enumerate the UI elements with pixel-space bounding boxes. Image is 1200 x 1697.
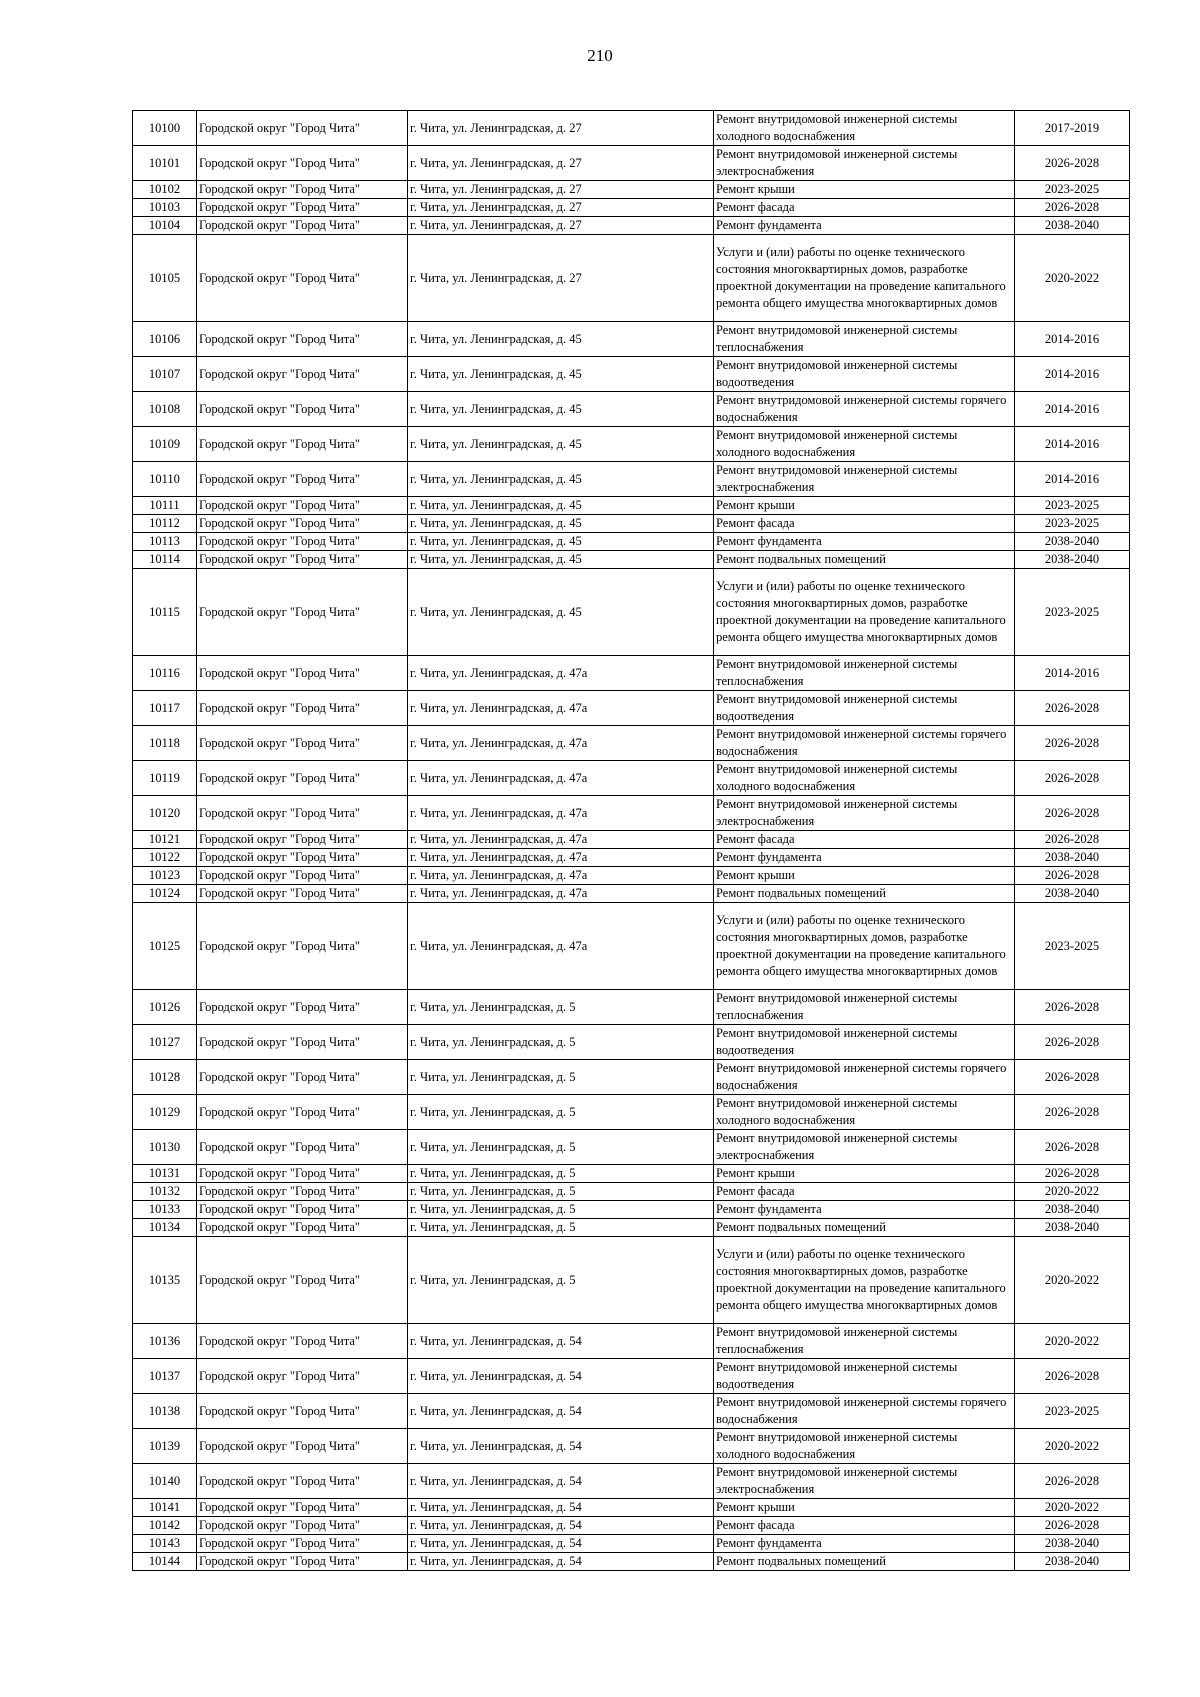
address-cell: г. Чита, ул. Ленинградская, д. 47а [408, 849, 714, 867]
row-number-cell: 10120 [133, 796, 197, 831]
address-cell: г. Чита, ул. Ленинградская, д. 27 [408, 199, 714, 217]
period-cell: 2026-2028 [1015, 761, 1130, 796]
period-cell: 2023-2025 [1015, 1394, 1130, 1429]
municipality-cell: Городской округ "Город Чита" [197, 199, 408, 217]
period-cell: 2023-2025 [1015, 903, 1130, 990]
table-row [133, 761, 1130, 796]
work-type-cell: Ремонт внутридомовой инженерной системы холодного водоснабжения [714, 111, 1015, 146]
address-cell: г. Чита, ул. Ленинградская, д. 54 [408, 1535, 714, 1553]
table-row [133, 1183, 1130, 1201]
address-cell: г. Чита, ул. Ленинградская, д. 5 [408, 1130, 714, 1165]
row-number-cell: 10115 [133, 569, 197, 656]
work-type-cell: Ремонт внутридомовой инженерной системы электроснабжения [714, 1130, 1015, 1165]
address-cell: г. Чита, ул. Ленинградская, д. 45 [408, 322, 714, 357]
work-type-cell: Ремонт внутридомовой инженерной системы горячего водоснабжения [714, 726, 1015, 761]
row-number-cell: 10125 [133, 903, 197, 990]
address-cell: г. Чита, ул. Ленинградская, д. 45 [408, 427, 714, 462]
row-number-cell: 10104 [133, 217, 197, 235]
table-body [133, 111, 1130, 1571]
period-cell: 2026-2028 [1015, 831, 1130, 849]
municipality-cell: Городской округ "Город Чита" [197, 1219, 408, 1237]
municipality-cell: Городской округ "Город Чита" [197, 1429, 408, 1464]
table-row [133, 1535, 1130, 1553]
row-number-cell: 10136 [133, 1324, 197, 1359]
address-cell: г. Чита, ул. Ленинградская, д. 5 [408, 1183, 714, 1201]
table-row [133, 1499, 1130, 1517]
address-cell: г. Чита, ул. Ленинградская, д. 5 [408, 1060, 714, 1095]
period-cell: 2023-2025 [1015, 181, 1130, 199]
row-number-cell: 10139 [133, 1429, 197, 1464]
table-row [133, 726, 1130, 761]
municipality-cell: Городской округ "Город Чита" [197, 691, 408, 726]
table-row [133, 217, 1130, 235]
address-cell: г. Чита, ул. Ленинградская, д. 5 [408, 1237, 714, 1324]
municipality-cell: Городской округ "Город Чита" [197, 831, 408, 849]
municipality-cell: Городской округ "Город Чита" [197, 235, 408, 322]
work-type-cell: Ремонт фасада [714, 831, 1015, 849]
municipality-cell: Городской округ "Город Чита" [197, 217, 408, 235]
period-cell: 2014-2016 [1015, 656, 1130, 691]
municipality-cell: Городской округ "Город Чита" [197, 726, 408, 761]
row-number-cell: 10106 [133, 322, 197, 357]
work-type-cell: Ремонт внутридомовой инженерной системы водоотведения [714, 1025, 1015, 1060]
period-cell: 2026-2028 [1015, 199, 1130, 217]
row-number-cell: 10111 [133, 497, 197, 515]
period-cell: 2020-2022 [1015, 1499, 1130, 1517]
address-cell: г. Чита, ул. Ленинградская, д. 5 [408, 1095, 714, 1130]
period-cell: 2026-2028 [1015, 726, 1130, 761]
row-number-cell: 10129 [133, 1095, 197, 1130]
work-type-cell: Ремонт внутридомовой инженерной системы холодного водоснабжения [714, 761, 1015, 796]
municipality-cell: Городской округ "Город Чита" [197, 849, 408, 867]
table-row [133, 796, 1130, 831]
municipality-cell: Городской округ "Город Чита" [197, 796, 408, 831]
period-cell: 2014-2016 [1015, 392, 1130, 427]
address-cell: г. Чита, ул. Ленинградская, д. 5 [408, 990, 714, 1025]
table-row [133, 111, 1130, 146]
address-cell: г. Чита, ул. Ленинградская, д. 45 [408, 551, 714, 569]
table-row [133, 1237, 1130, 1324]
work-type-cell: Ремонт крыши [714, 497, 1015, 515]
municipality-cell: Городской округ "Город Чита" [197, 515, 408, 533]
table-row [133, 146, 1130, 181]
row-number-cell: 10122 [133, 849, 197, 867]
address-cell: г. Чита, ул. Ленинградская, д. 45 [408, 462, 714, 497]
row-number-cell: 10101 [133, 146, 197, 181]
row-number-cell: 10121 [133, 831, 197, 849]
municipality-cell: Городской округ "Город Чита" [197, 1517, 408, 1535]
table-row [133, 1060, 1130, 1095]
municipality-cell: Городской округ "Город Чита" [197, 569, 408, 656]
municipality-cell: Городской округ "Город Чита" [197, 885, 408, 903]
table-row [133, 990, 1130, 1025]
row-number-cell: 10107 [133, 357, 197, 392]
period-cell: 2026-2028 [1015, 796, 1130, 831]
table-row [133, 849, 1130, 867]
address-cell: г. Чита, ул. Ленинградская, д. 27 [408, 111, 714, 146]
work-type-cell: Ремонт фундамента [714, 533, 1015, 551]
municipality-cell: Городской округ "Город Чита" [197, 903, 408, 990]
row-number-cell: 10112 [133, 515, 197, 533]
period-cell: 2026-2028 [1015, 1464, 1130, 1499]
period-cell: 2026-2028 [1015, 1359, 1130, 1394]
row-number-cell: 10114 [133, 551, 197, 569]
work-type-cell: Ремонт крыши [714, 1165, 1015, 1183]
work-type-cell: Ремонт подвальных помещений [714, 1219, 1015, 1237]
municipality-cell: Городской округ "Город Чита" [197, 533, 408, 551]
row-number-cell: 10137 [133, 1359, 197, 1394]
work-type-cell: Ремонт внутридомовой инженерной системы водоотведения [714, 691, 1015, 726]
period-cell: 2014-2016 [1015, 462, 1130, 497]
period-cell: 2026-2028 [1015, 867, 1130, 885]
address-cell: г. Чита, ул. Ленинградская, д. 54 [408, 1429, 714, 1464]
municipality-cell: Городской округ "Город Чита" [197, 761, 408, 796]
row-number-cell: 10108 [133, 392, 197, 427]
municipality-cell: Городской округ "Город Чита" [197, 1553, 408, 1571]
work-type-cell: Ремонт внутридомовой инженерной системы водоотведения [714, 1359, 1015, 1394]
municipality-cell: Городской округ "Город Чита" [197, 867, 408, 885]
table-row [133, 903, 1130, 990]
table-row [133, 1324, 1130, 1359]
municipality-cell: Городской округ "Город Чита" [197, 497, 408, 515]
municipality-cell: Городской округ "Город Чита" [197, 1394, 408, 1429]
municipality-cell: Городской округ "Город Чита" [197, 1499, 408, 1517]
work-type-cell: Ремонт фасада [714, 199, 1015, 217]
address-cell: г. Чита, ул. Ленинградская, д. 27 [408, 181, 714, 199]
municipality-cell: Городской округ "Город Чита" [197, 392, 408, 427]
address-cell: г. Чита, ул. Ленинградская, д. 54 [408, 1394, 714, 1429]
period-cell: 2038-2040 [1015, 217, 1130, 235]
period-cell: 2023-2025 [1015, 515, 1130, 533]
row-number-cell: 10132 [133, 1183, 197, 1201]
period-cell: 2014-2016 [1015, 357, 1130, 392]
period-cell: 2023-2025 [1015, 569, 1130, 656]
table-row [133, 392, 1130, 427]
row-number-cell: 10116 [133, 656, 197, 691]
municipality-cell: Городской округ "Город Чита" [197, 1060, 408, 1095]
row-number-cell: 10130 [133, 1130, 197, 1165]
municipality-cell: Городской округ "Город Чита" [197, 551, 408, 569]
municipality-cell: Городской округ "Город Чита" [197, 111, 408, 146]
work-type-cell: Ремонт фасада [714, 1183, 1015, 1201]
table-row [133, 1553, 1130, 1571]
table-row [133, 691, 1130, 726]
work-type-cell: Ремонт внутридомовой инженерной системы горячего водоснабжения [714, 392, 1015, 427]
table-row [133, 533, 1130, 551]
work-type-cell: Ремонт внутридомовой инженерной системы горячего водоснабжения [714, 1060, 1015, 1095]
period-cell: 2026-2028 [1015, 1517, 1130, 1535]
municipality-cell: Городской округ "Город Чита" [197, 1201, 408, 1219]
address-cell: г. Чита, ул. Ленинградская, д. 45 [408, 357, 714, 392]
table-row [133, 199, 1130, 217]
work-type-cell: Ремонт фундамента [714, 849, 1015, 867]
table-row [133, 1394, 1130, 1429]
address-cell: г. Чита, ул. Ленинградская, д. 45 [408, 569, 714, 656]
table-row [133, 1464, 1130, 1499]
work-type-cell: Ремонт внутридомовой инженерной системы электроснабжения [714, 146, 1015, 181]
period-cell: 2026-2028 [1015, 691, 1130, 726]
period-cell: 2026-2028 [1015, 990, 1130, 1025]
table-row [133, 1165, 1130, 1183]
address-cell: г. Чита, ул. Ленинградская, д. 27 [408, 217, 714, 235]
period-cell: 2038-2040 [1015, 1201, 1130, 1219]
work-type-cell: Ремонт внутридомовой инженерной системы теплоснабжения [714, 322, 1015, 357]
work-type-cell: Ремонт внутридомовой инженерной системы холодного водоснабжения [714, 1429, 1015, 1464]
row-number-cell: 10131 [133, 1165, 197, 1183]
row-number-cell: 10127 [133, 1025, 197, 1060]
municipality-cell: Городской округ "Город Чита" [197, 1095, 408, 1130]
work-type-cell: Ремонт крыши [714, 1499, 1015, 1517]
work-type-cell: Ремонт внутридомовой инженерной системы теплоснабжения [714, 1324, 1015, 1359]
table-row [133, 515, 1130, 533]
period-cell: 2020-2022 [1015, 1429, 1130, 1464]
address-cell: г. Чита, ул. Ленинградская, д. 54 [408, 1464, 714, 1499]
municipality-cell: Городской округ "Город Чита" [197, 1165, 408, 1183]
row-number-cell: 10103 [133, 199, 197, 217]
address-cell: г. Чита, ул. Ленинградская, д. 47а [408, 831, 714, 849]
table-row [133, 1025, 1130, 1060]
period-cell: 2020-2022 [1015, 1183, 1130, 1201]
row-number-cell: 10102 [133, 181, 197, 199]
work-type-cell: Ремонт подвальных помещений [714, 885, 1015, 903]
row-number-cell: 10126 [133, 990, 197, 1025]
work-type-cell: Ремонт внутридомовой инженерной системы теплоснабжения [714, 656, 1015, 691]
address-cell: г. Чита, ул. Ленинградская, д. 27 [408, 235, 714, 322]
row-number-cell: 10143 [133, 1535, 197, 1553]
period-cell: 2017-2019 [1015, 111, 1130, 146]
municipality-cell: Городской округ "Город Чита" [197, 1359, 408, 1394]
row-number-cell: 10144 [133, 1553, 197, 1571]
table-row [133, 831, 1130, 849]
row-number-cell: 10135 [133, 1237, 197, 1324]
row-number-cell: 10123 [133, 867, 197, 885]
row-number-cell: 10133 [133, 1201, 197, 1219]
table-row [133, 1130, 1130, 1165]
table-row [133, 462, 1130, 497]
table-row [133, 235, 1130, 322]
period-cell: 2026-2028 [1015, 1025, 1130, 1060]
address-cell: г. Чита, ул. Ленинградская, д. 47а [408, 885, 714, 903]
address-cell: г. Чита, ул. Ленинградская, д. 47а [408, 867, 714, 885]
table-row [133, 427, 1130, 462]
address-cell: г. Чита, ул. Ленинградская, д. 5 [408, 1025, 714, 1060]
address-cell: г. Чита, ул. Ленинградская, д. 54 [408, 1324, 714, 1359]
period-cell: 2038-2040 [1015, 551, 1130, 569]
work-type-cell: Ремонт крыши [714, 867, 1015, 885]
address-cell: г. Чита, ул. Ленинградская, д. 45 [408, 392, 714, 427]
municipality-cell: Городской округ "Город Чита" [197, 1183, 408, 1201]
work-type-cell: Ремонт внутридомовой инженерной системы холодного водоснабжения [714, 1095, 1015, 1130]
municipality-cell: Городской округ "Город Чита" [197, 181, 408, 199]
row-number-cell: 10134 [133, 1219, 197, 1237]
table-row [133, 181, 1130, 199]
period-cell: 2038-2040 [1015, 885, 1130, 903]
work-type-cell: Услуги и (или) работы по оценке технического состояния многоквартирных домов, разработке проектной документации на проведение капитального ремонта общего имущества многоквартирных домов [714, 903, 1015, 990]
municipality-cell: Городской округ "Город Чита" [197, 656, 408, 691]
row-number-cell: 10110 [133, 462, 197, 497]
row-number-cell: 10142 [133, 1517, 197, 1535]
municipality-cell: Городской округ "Город Чита" [197, 1237, 408, 1324]
row-number-cell: 10128 [133, 1060, 197, 1095]
work-type-cell: Ремонт фундамента [714, 1535, 1015, 1553]
period-cell: 2020-2022 [1015, 1324, 1130, 1359]
municipality-cell: Городской округ "Город Чита" [197, 1464, 408, 1499]
work-type-cell: Ремонт фундамента [714, 217, 1015, 235]
period-cell: 2038-2040 [1015, 533, 1130, 551]
row-number-cell: 10117 [133, 691, 197, 726]
address-cell: г. Чита, ул. Ленинградская, д. 47а [408, 691, 714, 726]
period-cell: 2020-2022 [1015, 235, 1130, 322]
address-cell: г. Чита, ул. Ленинградская, д. 5 [408, 1201, 714, 1219]
period-cell: 2038-2040 [1015, 1553, 1130, 1571]
period-cell: 2014-2016 [1015, 427, 1130, 462]
period-cell: 2038-2040 [1015, 1219, 1130, 1237]
period-cell: 2026-2028 [1015, 1060, 1130, 1095]
address-cell: г. Чита, ул. Ленинградская, д. 54 [408, 1359, 714, 1394]
address-cell: г. Чита, ул. Ленинградская, д. 5 [408, 1165, 714, 1183]
row-number-cell: 10113 [133, 533, 197, 551]
row-number-cell: 10109 [133, 427, 197, 462]
period-cell: 2020-2022 [1015, 1237, 1130, 1324]
work-type-cell: Услуги и (или) работы по оценке технического состояния многоквартирных домов, разработке проектной документации на проведение капитального ремонта общего имущества многоквартирных домов [714, 569, 1015, 656]
work-type-cell: Ремонт внутридомовой инженерной системы водоотведения [714, 357, 1015, 392]
table-row [133, 357, 1130, 392]
municipality-cell: Городской округ "Город Чита" [197, 1025, 408, 1060]
row-number-cell: 10124 [133, 885, 197, 903]
table-row [133, 551, 1130, 569]
table-row [133, 867, 1130, 885]
work-type-cell: Ремонт крыши [714, 181, 1015, 199]
address-cell: г. Чита, ул. Ленинградская, д. 47а [408, 903, 714, 990]
table-row [133, 1219, 1130, 1237]
row-number-cell: 10119 [133, 761, 197, 796]
address-cell: г. Чита, ул. Ленинградская, д. 54 [408, 1499, 714, 1517]
work-type-cell: Ремонт внутридомовой инженерной системы электроснабжения [714, 462, 1015, 497]
work-type-cell: Услуги и (или) работы по оценке технического состояния многоквартирных домов, разработке проектной документации на проведение капитального ремонта общего имущества многоквартирных домов [714, 1237, 1015, 1324]
table-row [133, 322, 1130, 357]
row-number-cell: 10141 [133, 1499, 197, 1517]
period-cell: 2026-2028 [1015, 146, 1130, 181]
address-cell: г. Чита, ул. Ленинградская, д. 5 [408, 1219, 714, 1237]
address-cell: г. Чита, ул. Ленинградская, д. 47а [408, 656, 714, 691]
address-cell: г. Чита, ул. Ленинградская, д. 27 [408, 146, 714, 181]
work-type-cell: Услуги и (или) работы по оценке технического состояния многоквартирных домов, разработке проектной документации на проведение капитального ремонта общего имущества многоквартирных домов [714, 235, 1015, 322]
page-number: 210 [587, 46, 613, 65]
row-number-cell: 10100 [133, 111, 197, 146]
work-type-cell: Ремонт внутридомовой инженерной системы теплоснабжения [714, 990, 1015, 1025]
work-type-cell: Ремонт внутридомовой инженерной системы электроснабжения [714, 796, 1015, 831]
row-number-cell: 10105 [133, 235, 197, 322]
municipality-cell: Городской округ "Город Чита" [197, 462, 408, 497]
period-cell: 2026-2028 [1015, 1130, 1130, 1165]
municipality-cell: Городской округ "Город Чита" [197, 146, 408, 181]
municipality-cell: Городской округ "Город Чита" [197, 990, 408, 1025]
work-type-cell: Ремонт внутридомовой инженерной системы электроснабжения [714, 1464, 1015, 1499]
address-cell: г. Чита, ул. Ленинградская, д. 45 [408, 497, 714, 515]
work-type-cell: Ремонт внутридомовой инженерной системы холодного водоснабжения [714, 427, 1015, 462]
work-type-cell: Ремонт подвальных помещений [714, 1553, 1015, 1571]
table-row [133, 497, 1130, 515]
period-cell: 2038-2040 [1015, 849, 1130, 867]
municipality-cell: Городской округ "Город Чита" [197, 1130, 408, 1165]
address-cell: г. Чита, ул. Ленинградская, д. 45 [408, 533, 714, 551]
row-number-cell: 10140 [133, 1464, 197, 1499]
municipality-cell: Городской округ "Город Чита" [197, 357, 408, 392]
municipality-cell: Городской округ "Город Чита" [197, 322, 408, 357]
repair-schedule-table [132, 110, 1130, 1571]
work-type-cell: Ремонт фасада [714, 515, 1015, 533]
address-cell: г. Чита, ул. Ленинградская, д. 45 [408, 515, 714, 533]
period-cell: 2026-2028 [1015, 1095, 1130, 1130]
work-type-cell: Ремонт фундамента [714, 1201, 1015, 1219]
table-row [133, 1201, 1130, 1219]
table-row [133, 1095, 1130, 1130]
municipality-cell: Городской округ "Город Чита" [197, 1535, 408, 1553]
row-number-cell: 10118 [133, 726, 197, 761]
period-cell: 2014-2016 [1015, 322, 1130, 357]
address-cell: г. Чита, ул. Ленинградская, д. 54 [408, 1553, 714, 1571]
table-row [133, 656, 1130, 691]
municipality-cell: Городской округ "Город Чита" [197, 427, 408, 462]
work-type-cell: Ремонт фасада [714, 1517, 1015, 1535]
table-row [133, 1359, 1130, 1394]
period-cell: 2038-2040 [1015, 1535, 1130, 1553]
table-row [133, 569, 1130, 656]
table-row [133, 885, 1130, 903]
address-cell: г. Чита, ул. Ленинградская, д. 54 [408, 1517, 714, 1535]
address-cell: г. Чита, ул. Ленинградская, д. 47а [408, 761, 714, 796]
row-number-cell: 10138 [133, 1394, 197, 1429]
period-cell: 2026-2028 [1015, 1165, 1130, 1183]
municipality-cell: Городской округ "Город Чита" [197, 1324, 408, 1359]
address-cell: г. Чита, ул. Ленинградская, д. 47а [408, 796, 714, 831]
period-cell: 2023-2025 [1015, 497, 1130, 515]
table-row [133, 1517, 1130, 1535]
work-type-cell: Ремонт внутридомовой инженерной системы горячего водоснабжения [714, 1394, 1015, 1429]
address-cell: г. Чита, ул. Ленинградская, д. 47а [408, 726, 714, 761]
table-row [133, 1429, 1130, 1464]
work-type-cell: Ремонт подвальных помещений [714, 551, 1015, 569]
